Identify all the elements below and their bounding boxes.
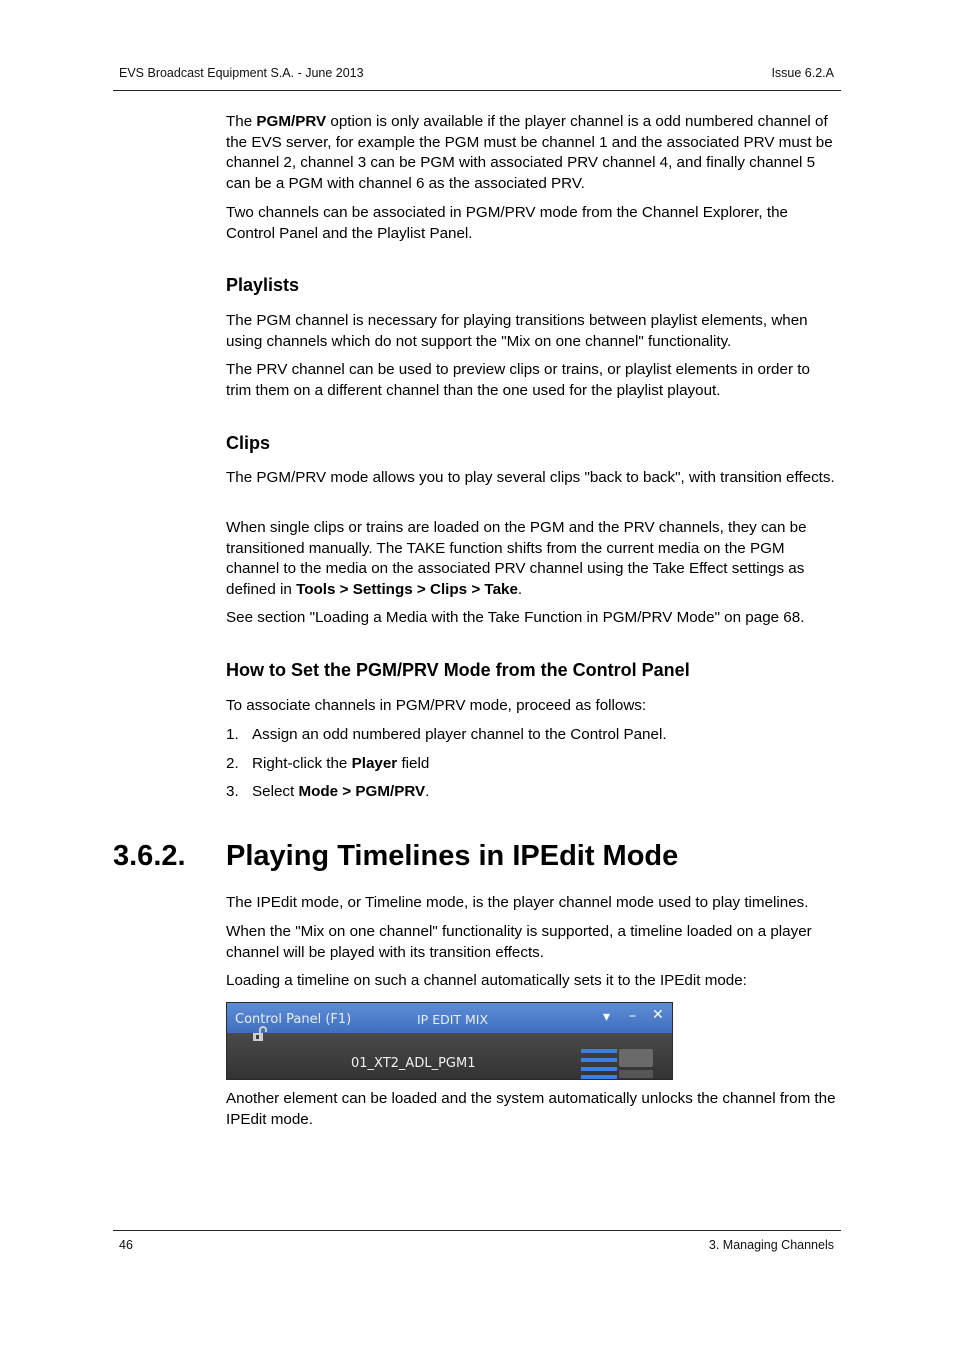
step-3-pre: Select	[252, 783, 299, 800]
step-2-bold: Player	[351, 755, 398, 772]
list-item-number: 3.	[226, 783, 239, 800]
playlists-paragraph-2: The PRV channel can be used to preview clips or trains, or playlist elements in order to trim them on a different channel than the one used for the playlist playout.	[226, 361, 810, 399]
list-item-text	[252, 754, 429, 775]
player-channel-field[interactable]: 01_XT2_ADL_PGM1	[351, 1056, 476, 1071]
dropdown-icon[interactable]: ▾	[603, 1009, 611, 1025]
control-panel-title: Control Panel (F1)	[235, 1012, 352, 1027]
step-3-post: .	[425, 783, 430, 800]
header-rule	[113, 90, 841, 91]
intro-paragraph-2: Two channels can be associated in PGM/PRV mode from the Channel Explorer, the Control Panel and the Playlist Panel.	[226, 204, 788, 242]
howto-intro: To associate channels in PGM/PRV mode, proceed as follows:	[226, 697, 647, 714]
list-item-text	[252, 782, 429, 803]
playlists-paragraph-1: The PGM channel is necessary for playing transitions between playlist elements, when using channels which do not support the "Mix on one channel" functionality.	[226, 312, 808, 350]
page-number: 46	[119, 1238, 133, 1252]
intro-p1-bold: PGM/PRV	[256, 113, 327, 130]
unlock-icon[interactable]	[251, 1025, 269, 1043]
list-item-number: 1.	[226, 726, 239, 743]
minimize-icon[interactable]: –	[629, 1008, 636, 1024]
header-right: Issue 6.2.A	[771, 66, 834, 80]
step-2-pre: Right-click the	[252, 755, 352, 772]
section-paragraph-3: Loading a timeline on such a channel automatically sets it to the IPEdit mode:	[226, 972, 747, 989]
clips-heading: Clips	[226, 433, 271, 453]
clips-paragraph-2	[226, 518, 838, 600]
step-1-text: Assign an odd numbered player channel to the Control Panel.	[252, 726, 667, 743]
close-icon[interactable]: ✕	[652, 1007, 664, 1023]
control-panel-screenshot	[226, 1002, 673, 1080]
step-3-bold: Mode > PGM/PRV	[298, 783, 426, 800]
clips-p2-bold: Tools > Settings > Clips > Take	[296, 580, 518, 598]
channel-status-box-lower	[619, 1070, 653, 1078]
section-title: Playing Timelines in IPEdit Mode	[226, 840, 679, 872]
header-left: EVS Broadcast Equipment S.A. - June 2013	[119, 66, 364, 80]
control-panel-mode: IP EDIT MIX	[417, 1012, 489, 1027]
channel-menu-icon[interactable]	[581, 1047, 617, 1079]
control-panel-titlebar	[227, 1003, 672, 1033]
list-item-number: 2.	[226, 755, 239, 772]
list-item-text	[252, 725, 667, 746]
intro-p1-pre: The	[226, 113, 257, 130]
clips-paragraph-3: See section "Loading a Media with the Take Function in PGM/PRV Mode" on page 68.	[226, 609, 805, 626]
howto-heading: How to Set the PGM/PRV Mode from the Control Panel	[226, 660, 690, 680]
channel-status-box	[619, 1049, 653, 1067]
intro-paragraph-1	[226, 112, 838, 194]
section-paragraph-4: Another element can be loaded and the system automatically unlocks the channel from the IPEdit mode.	[226, 1090, 836, 1128]
footer-chapter: 3. Managing Channels	[708, 1238, 834, 1252]
clips-p2-post: .	[517, 580, 523, 598]
section-number: 3.6.2.	[113, 840, 186, 872]
playlists-heading: Playlists	[226, 275, 300, 295]
clips-p2-pre: When single clips or trains are loaded on the PGM and the PRV channels, they can be transitioned manually. The TAKE function shifts from the current media on the PGM channel to the media on the associated PRV channel using the Take Effect settings as defined in	[226, 519, 807, 598]
clips-paragraph-1: The PGM/PRV mode allows you to play several clips "back to back", with transition effects.	[226, 469, 835, 486]
intro-p1-post: option is only available if the player channel is a odd numbered channel of the EVS server, for example the PGM must be channel 1 and the associated PRV must be channel 2, channel 3 can be PGM with associated PRV channel 4, and finally channel 5 can be a PGM with channel 6 as the associated PRV.	[226, 113, 833, 192]
section-paragraph-2: When the "Mix on one channel" functionality is supported, a timeline loaded on a player channel will be played with its transition effects.	[226, 923, 812, 961]
section-paragraph-1: The IPEdit mode, or Timeline mode, is the player channel mode used to play timelines.	[226, 894, 809, 911]
step-2-post: field	[397, 755, 430, 772]
footer-rule	[113, 1230, 841, 1231]
